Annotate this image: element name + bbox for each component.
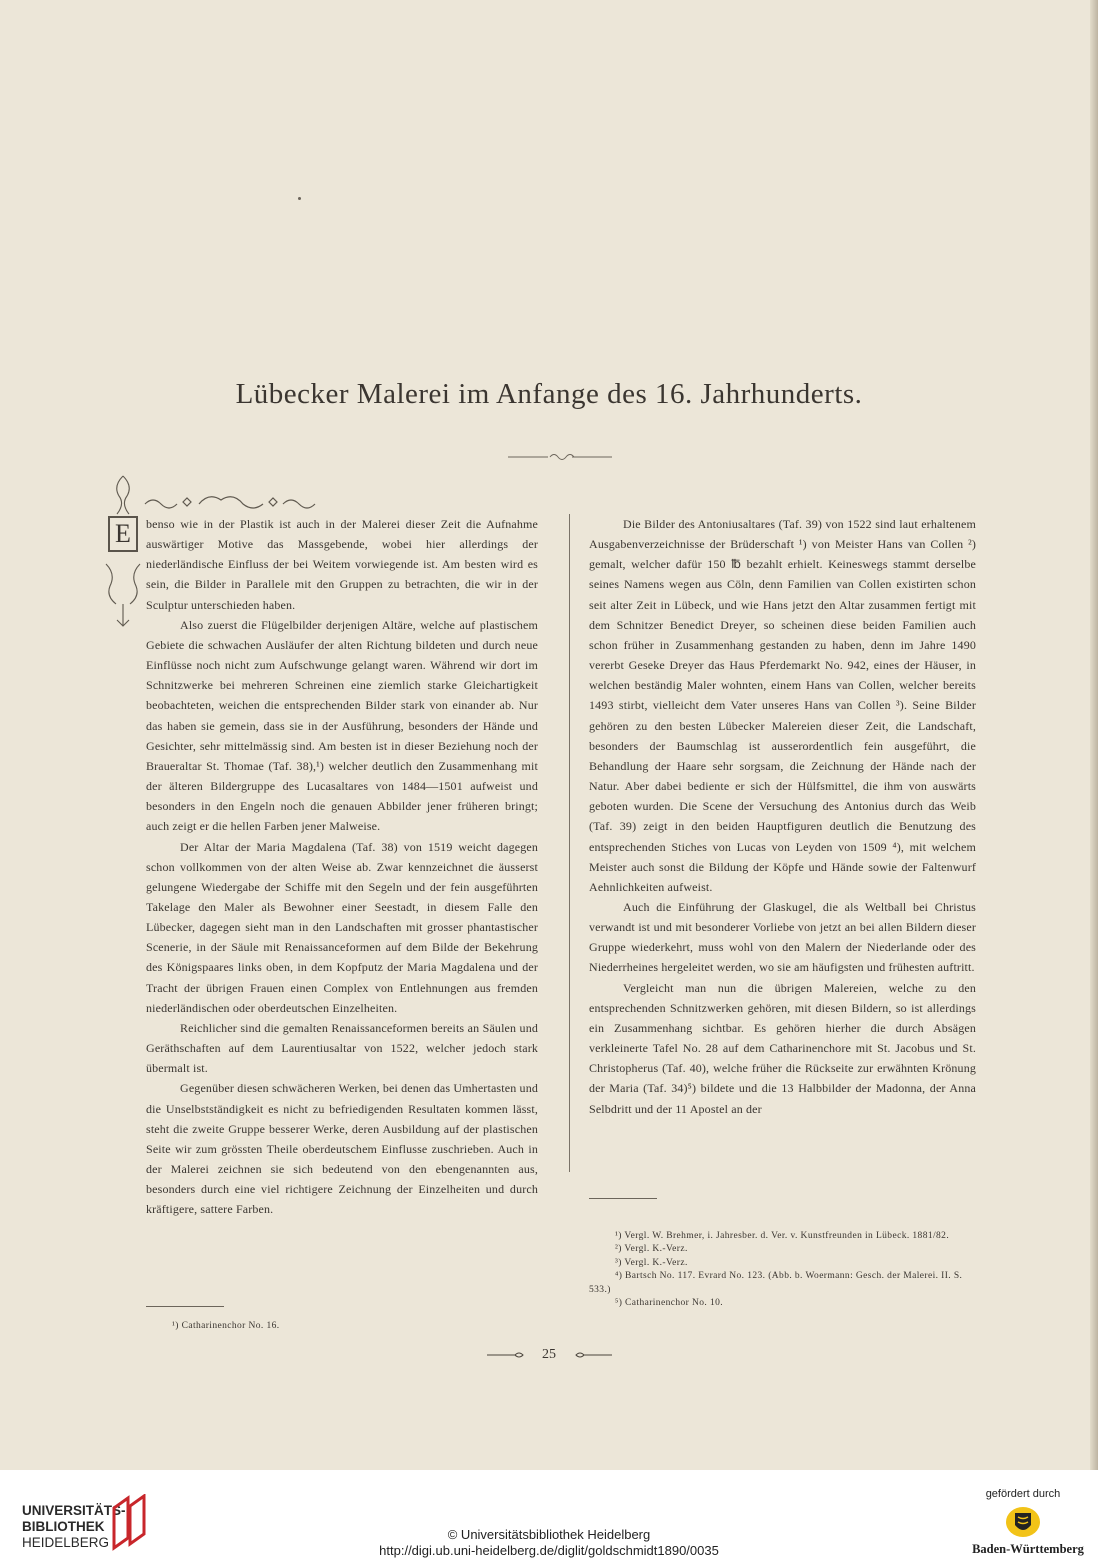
footnote: ⁴) Bartsch No. 117. Evrard No. 123. (Abb. b. Woermann: Gesch. der Malerei. II. S. 533.) (589, 1271, 963, 1295)
page-number-line (0, 1347, 1098, 1363)
column-divider (569, 514, 570, 1172)
sponsor-name: Baden-Württemberg (972, 1542, 1084, 1556)
footnote: ⁵) Catharinenchor No. 10. (615, 1298, 724, 1309)
paragraph: Gegenüber diesen schwächeren Werken, bei denen das Umhertasten und die Unselbstständigkeit es nicht zu befriedigenden Resultaten kommen lässt, steht die zweite Gruppe besserer Werke, deren Ausbildung auf der plastischen Seite wir zum grössten Theile oberdeutschem Einflusse zuschrieben. Auch in der Malerei zeichnen sie sich bedeutend von den ebengenannten aus, besonders durch eine viel richtigere Zeichnung der Einzelheiten und durch kräftigere, sattere Farben. (146, 1081, 538, 1217)
page-number-ornament-left (487, 1351, 527, 1359)
source-url-link[interactable]: http://digi.ub.uni-heidelberg.de/diglit/goldschmidt1890/0035 (379, 1543, 719, 1558)
title-ornament (508, 452, 612, 462)
footnote-rule-right (589, 1198, 657, 1199)
page-title: Lübecker Malerei im Anfange des 16. Jahrhunderts. (235, 378, 863, 410)
library-line: BIBLIOTHEK (22, 1519, 105, 1534)
copyright-text: © Universitätsbibliothek Heidelberg (447, 1527, 651, 1542)
initial-ornament (100, 472, 146, 632)
footnotes-right (589, 1230, 976, 1310)
footnote: ¹) Catharinenchor No. 16. (172, 1321, 280, 1331)
headpiece-ornament (143, 492, 321, 510)
page-edge-shadow (1090, 0, 1098, 1470)
coat-of-arms-icon (1004, 1505, 1042, 1539)
paragraph: Der Altar der Maria Magdalena (Taf. 38) von 1519 weicht dagegen schon vollkommen von der alten Weise ab. Zwar kennzeichnet die äusserst gelungene Wiedergabe der Schiffe mit den Segeln und der fein ausgeführten Takelage den Maler als Bewohner einer Seestadt, in diesem Falle den Lübecker, dagegen sieht man in den Landschaften mit grosser phantastischer Scenerie, in der Säule mit Renaissanceformen auf dem Bilde der Bekehrung des Königspaares links oben, in dem Kopfputz der Maria Magdalena und der Tracht der übrigen Frauen einen Complex von Entlehnungen aus fremden niederländischen oder oberdeutschen Einzelheiten. (146, 839, 538, 1015)
page-number: 25 (542, 1347, 556, 1362)
footnotes-left (146, 1320, 538, 1333)
paragraph: Die Bilder des Antoniusaltares (Taf. 39) von 1522 sind laut erhaltenem Ausgabenverzeichnisse der Brüderschaft ¹) von Meister Hans van Collen ²) gemalt, welcher dafür 150 ℔ bezahlt erhielt. Keineswegs stammt derselbe seines Namens wegen aus Cöln, denn Familien van Collen existirten schon seit alter Zeit in Lübeck, und wie Hans jetzt den Altar zusammen fertigt mit dem Schnitzer Benedict Dreyer, so scheinen diese beiden Familien auch schon früher in Zusammenhang gestanden zu haben, denn im Jahre 1490 vererbt Geseke Dreyer das Haus Pferdemarkt No. 942, eines der Häuser, in welchen beständig Maler wohnten, einem Hans van Collen, welcher bereits 1493 stirbt, vielleicht dem Vater unseres Hans van Collen ³). Seine Bilder gehören zu den besten Lübecker Malereien dieser Zeit, die Landschaft, besonders der Baumschlag ist ausserordentlich fein ausgeführt, die Behandlung der Haare sehr sorgsam, die Zeichnung der Hände nach der Natur. Aber dabei bediente er sich der Hülfsmittel, die ihm von auswärts geboten wurden. Die Scene der Versuchung des Antonius durch das Weib (Taf. 39) zeigt in den beiden Hauptfiguren deutlich die Benutzung des entsprechenden Stiches von Lucas von Leyden von 1509 ⁴), mit welchem Meister auch sonst die Bildung der Köpfe und Hände sowie der Faltenwurf Aehnlichkeiten aufweist. (589, 517, 976, 894)
footnote: ¹) Vergl. W. Brehmer, i. Jahresber. d. Ver. v. Kunstfreunden in Lübeck. 1881/82. (615, 1231, 950, 1241)
footnote-rule-left (146, 1306, 224, 1307)
ink-speck (298, 197, 301, 200)
sponsor-label: gefördert durch (985, 1488, 1061, 1500)
page-number-ornament-right (572, 1351, 612, 1359)
drop-initial: E (108, 516, 138, 552)
footnote: ²) Vergl. K.-Verz. (615, 1244, 688, 1255)
right-column (589, 514, 976, 1119)
footnote: ³) Vergl. K.-Verz. (615, 1257, 688, 1268)
library-line: UNIVERSITÄTS- (22, 1503, 126, 1518)
paragraph: Auch die Einführung der Glaskugel, die als Weltball bei Christus verwandt ist und mit besonderer Vorliebe von jetzt an bei allen Bildern dieser Gruppe wiederkehrt, muss wohl von den Malern der Niederlande oder des Niederrheines hergeleitet werden, wo sie am häufigsten und frühesten auftritt. (589, 899, 976, 975)
library-line: HEIDELBERG (22, 1535, 110, 1550)
paragraph: Vergleicht man nun die übrigen Malereien, welche zu den entsprechenden Schnitzwerken gehören, mit diesen Bildern, so ist allerdings ein Zusammenhang sichtbar. Es gehören hierher die durch Absägen verkleinerte Tafel No. 28 auf dem Catharinenchore mit St. Jacobus und St. Christopherus (Taf. 40), welche früher die Rückseite zur erwähnten Krönung der Maria (Taf. 34)⁵) bildete und die 13 Halbbilder der Madonna, der Anna Selbdritt und der 11 Apostel an der (589, 980, 976, 1116)
paragraph: benso wie in der Plastik ist auch in der Malerei dieser Zeit die Aufnahme auswärtiger Motive das Massgebende, wobei hier allerdings der niederländische Einfluss der bei Weitem vorwiegende ist. Am besten wird es sein, die Bilder in Parallele mit den Gruppen zu betrachten, die wir in der Sculptur unterschieden haben. (146, 517, 538, 612)
paragraph: Reichlicher sind die gemalten Renaissanceformen bereits an Säulen und Geräthschaften auf dem Laurentiusaltar von 1522, welcher jedoch stark übermalt ist. (146, 1020, 538, 1076)
footer-credit (0, 1527, 1098, 1559)
left-column (146, 514, 538, 1219)
paragraph: Also zuerst die Flügelbilder derjenigen Altäre, welche auf plastischem Gebiete die schwachen Ausläufer der alten Richtung bildeten und durch neue Einflüsse noch nicht zum Aufschwunge gelangt waren. Während wir dort im Schnitzwerke bei mehreren Schreinen eine ziemlich starke Gleichartigkeit beobachteten, weichen die entsprechenden Bilder stark von einander ab. Nur das haben sie gemein, dass sie in der Ausführung, besonders der Hände und Gesichter, sehr mittelmässig sind. Am besten ist in dieser Beziehung noch der Braueraltar St. Thomae (Taf. 38),¹) welcher deutlich den Zusammenhang mit der älteren Bildergruppe des Lucasaltares von 1484—1501 aufweist und besonders in den Engeln noch die genauen Abbilder jener früheren bringt; auch zeigt er die hellen Farben jener Malweise. (146, 617, 538, 834)
